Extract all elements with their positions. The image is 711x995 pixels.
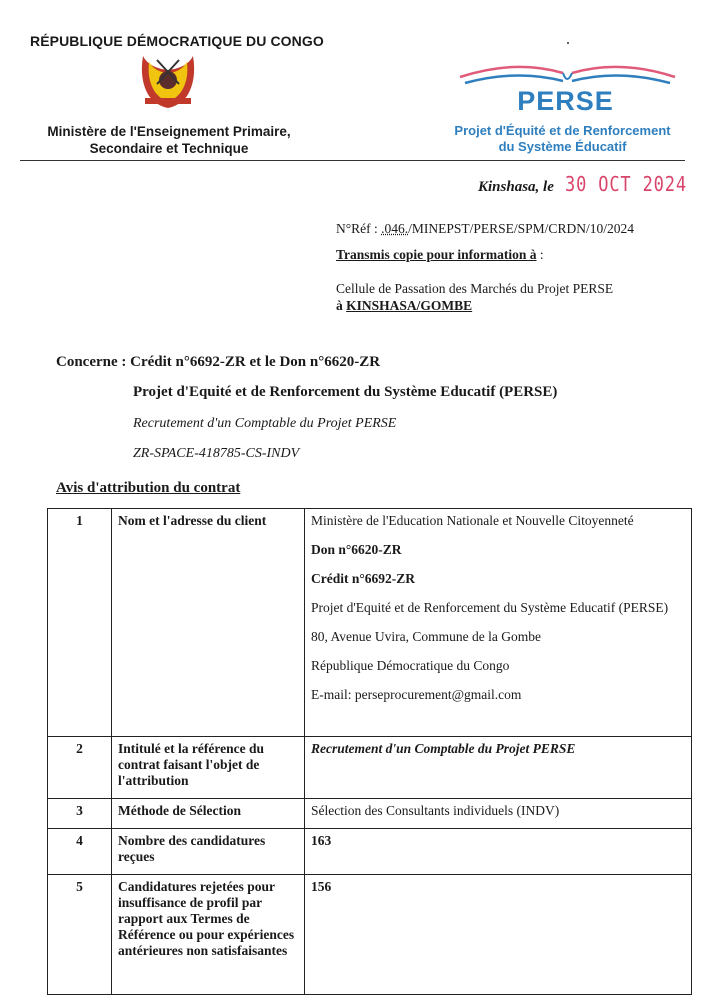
client-credit: Crédit n°6692-ZR — [311, 571, 416, 586]
table-row — [48, 509, 692, 737]
subject-project: Projet d'Equité et de Renforcement du Système Educatif (PERSE) — [133, 384, 558, 400]
client-ministry: Ministère de l'Education Nationale et Nouvelle Citoyenneté — [311, 513, 634, 528]
client-don: Don n°6620-ZR — [311, 542, 402, 557]
table-row — [48, 799, 692, 829]
notice-title: Avis d'attribution du contrat — [56, 480, 241, 496]
row-label: Nom et l'adresse du client — [112, 509, 305, 737]
coat-of-arms-emblem — [135, 50, 201, 112]
reference-code: /MINEPST/PERSE/SPM/CRDN/10/2024 — [408, 221, 634, 236]
row-label: Candidatures rejetées pour insuffisance de profil par rapport aux Termes de Référence ou pour expériences antérieures non satisfaisantes — [112, 875, 305, 995]
country-name: RÉPUBLIQUE DÉMOCRATIQUE DU CONGO — [30, 33, 324, 49]
row-number: 2 — [48, 737, 112, 799]
transmis-suffix: : — [536, 247, 544, 262]
reference-label: N°Réf : — [336, 221, 382, 236]
recipient-location — [336, 298, 472, 314]
row-label: Méthode de Sélection — [112, 799, 305, 829]
recipient-name: Cellule de Passation des Marchés du Projet PERSE — [336, 281, 614, 296]
header-divider — [20, 160, 685, 161]
subject-code: ZR-SPACE-418785-CS-INDV — [133, 446, 300, 461]
perse-logo-text: PERSE — [517, 86, 614, 116]
row-value: Sélection des Consultants individuels (INDV) — [305, 799, 692, 829]
row-number: 5 — [48, 875, 112, 995]
reference-number — [336, 221, 634, 237]
client-country: République Démocratique du Congo — [311, 658, 510, 673]
subject-concerne: Concerne : Crédit n°6692-ZR et le Don n°6620-ZR — [56, 354, 381, 370]
location-prefix: à — [336, 298, 347, 313]
subject-recruitment: Recrutement d'un Comptable du Projet PERSE — [133, 416, 397, 431]
client-email: E-mail: perseprocurement@gmail.com — [311, 687, 522, 702]
reference-handwritten-number: .046. — [381, 221, 409, 236]
ministry-line-2: Secondaire et Technique — [89, 141, 249, 156]
speck-mark — [567, 42, 569, 44]
perse-subtitle-line-2: du Système Éducatif — [498, 139, 627, 154]
table-row — [48, 737, 692, 799]
location-name: KINSHASA/GOMBE — [346, 298, 473, 313]
row-value: Recrutement d'un Comptable du Projet PERSE — [305, 737, 692, 799]
row-number: 4 — [48, 829, 112, 875]
row-label: Intitulé et la référence du contrat faisant l'objet de l'attribution — [112, 737, 305, 799]
transmis-heading — [336, 247, 544, 263]
row-value: 163 — [305, 829, 692, 875]
ministry-line-1: Ministère de l'Enseignement Primaire, — [47, 124, 291, 139]
row-value — [305, 509, 692, 737]
row-label: Nombre des candidatures reçues — [112, 829, 305, 875]
transmis-label: Transmis copie pour information à — [336, 247, 537, 262]
table-row — [48, 875, 692, 995]
client-address: 80, Avenue Uvira, Commune de la Gombe — [311, 629, 541, 644]
perse-subtitle — [430, 123, 695, 155]
row-number: 1 — [48, 509, 112, 737]
dateline-place: Kinshasa, le — [478, 179, 554, 195]
table-row — [48, 829, 692, 875]
award-table — [47, 508, 692, 995]
ministry-name — [44, 123, 294, 157]
row-number: 3 — [48, 799, 112, 829]
date-stamp: 30 OCT 2024 — [565, 172, 687, 196]
row-value: 156 — [305, 875, 692, 995]
perse-subtitle-line-1: Projet d'Équité et de Renforcement — [454, 123, 671, 138]
client-project: Projet d'Equité et de Renforcement du Système Educatif (PERSE) — [311, 600, 669, 615]
